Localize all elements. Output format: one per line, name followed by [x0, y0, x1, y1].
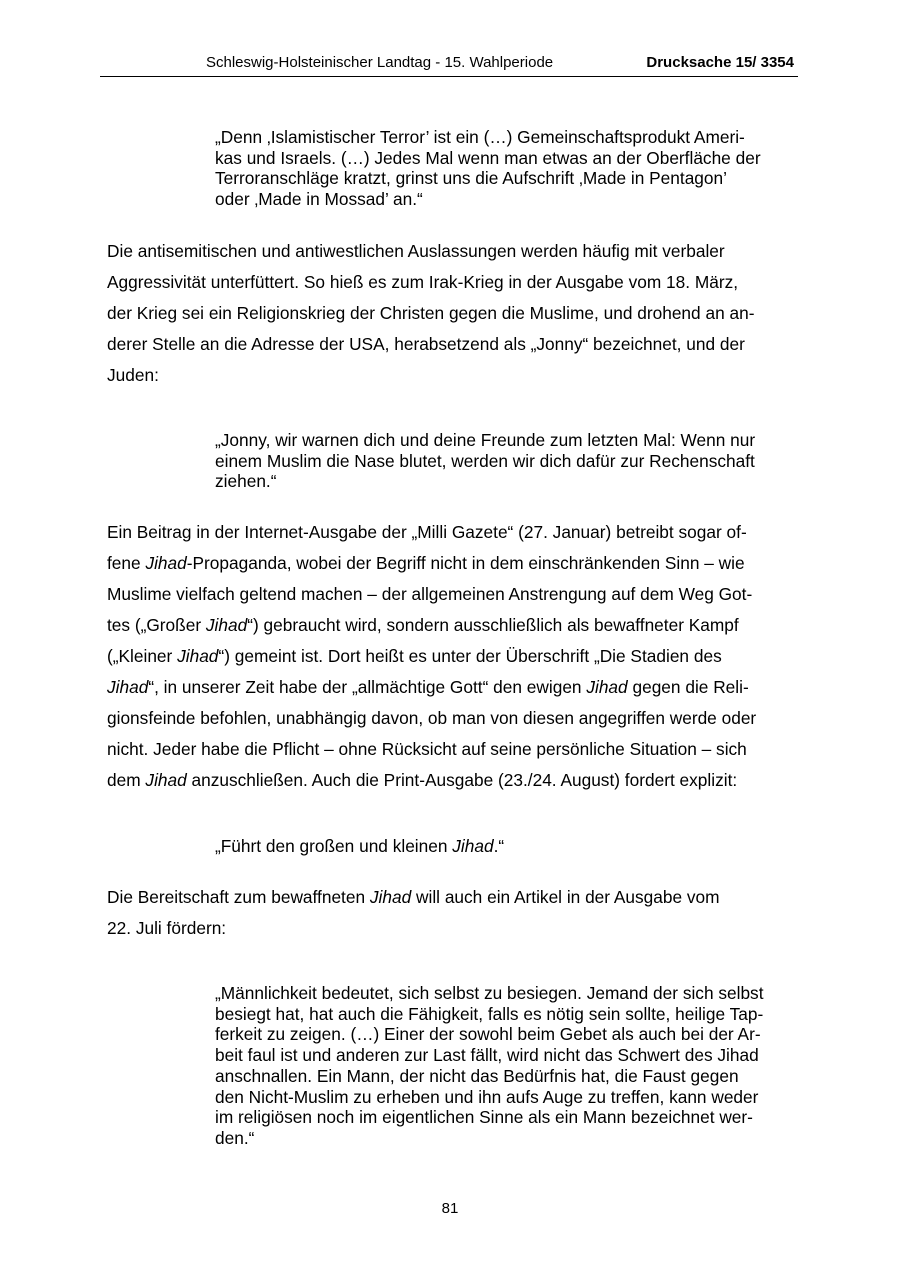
quote-line: anschnallen. Ein Mann, der nicht das Bedürfnis hat, die Faust gegen [215, 1065, 739, 1086]
paragraph-line: Juden: [107, 365, 159, 385]
jihad-term: Jihad [586, 677, 628, 697]
paragraph-line: Jihad“, in unserer Zeit habe der „allmächtige Gott“ den ewigen Jihad gegen die Reli- [107, 677, 749, 697]
quote-line: „Jonny, wir warnen dich und deine Freunde zum letzten Mal: Wenn nur [215, 430, 756, 450]
paragraph-line: Aggressivität unterfüttert. So hieß es zum Irak-Krieg in der Ausgabe vom 18. März, [107, 272, 739, 292]
paragraph-line: Muslime vielfach geltend machen – der allgemeinen Anstrengung auf dem Weg Got- [107, 584, 753, 604]
block-quote-2 [215, 430, 795, 492]
jihad-term: Jihad [145, 770, 187, 790]
quote-line: oder ‚Made in Mossad’ an.“ [215, 189, 423, 210]
paragraph-line: fene Jihad-Propaganda, wobei der Begriff nicht in dem einschränkenden Sinn – wie [107, 553, 745, 573]
page-header [100, 52, 798, 77]
quote-line: ferkeit zu zeigen. (…) Einer der sowohl beim Gebet als auch bei der Ar- [215, 1024, 761, 1045]
quote-line: beit faul ist und anderen zur Last fällt, wird nicht das Schwert des Jihad [215, 1045, 759, 1066]
quote-line: „Männlichkeit bedeutet, sich selbst zu besiegen. Jemand der sich selbst [215, 983, 764, 1003]
jihad-term: Jihad [145, 553, 187, 573]
page-number: 81 [441, 1200, 459, 1217]
paragraph-line: dem Jihad anzuschließen. Auch die Print-Ausgabe (23./24. August) fordert explizit: [107, 770, 738, 790]
paragraph-line: Die Bereitschaft zum bewaffneten Jihad will auch ein Artikel in der Ausgabe vom [107, 887, 720, 907]
quote-line: ziehen.“ [215, 471, 277, 492]
quote-line: den.“ [215, 1127, 255, 1148]
paragraph-2 [107, 517, 791, 796]
quote-line: im religiösen noch im eigentlichen Sinne als ein Mann bezeichnet wer- [215, 1107, 753, 1128]
quote-line: „Führt den großen und kleinen Jihad.“ [215, 836, 505, 856]
paragraph-line: gionsfeinde befohlen, unabhängig davon, ob man von diesen angegriffen werde oder [107, 708, 757, 728]
quote-line: den Nicht-Muslim zu erheben und ihn aufs Auge zu treffen, kann weder [215, 1086, 759, 1107]
quote-line: einem Muslim die Nase blutet, werden wir dich dafür zur Rechenschaft [215, 450, 755, 471]
document-number: Drucksache 15/ 3354 [646, 54, 794, 71]
paragraph-line: Ein Beitrag in der Internet-Ausgabe der „Milli Gazete“ (27. Januar) betreibt sogar of- [107, 522, 747, 542]
jihad-term: Jihad [369, 887, 412, 907]
jihad-term: Jihad [452, 836, 494, 856]
jihad-term: Jihad [205, 615, 248, 635]
jihad-term: Jihad [177, 646, 219, 666]
block-quote-3 [215, 836, 795, 857]
paragraph-line: Die antisemitischen und antiwestlichen Auslassungen werden häufig mit verbaler [107, 241, 725, 261]
quote-line: besiegt hat, hat auch die Fähigkeit, falls es nötig sein sollte, heilige Tap- [215, 1003, 764, 1024]
paragraph-line: der Krieg sei ein Religionskrieg der Christen gegen die Muslime, und drohend an an- [107, 303, 755, 323]
header-title: Schleswig-Holsteinischer Landtag - 15. Wahlperiode [206, 54, 554, 71]
quote-line: „Denn ‚Islamistischer Terror’ ist ein (…) Gemeinschaftsprodukt Ameri- [215, 127, 745, 147]
paragraph-line: derer Stelle an die Adresse der USA, herabsetzend als „Jonny“ bezeichnet, und der [107, 334, 745, 354]
paragraph-line: nicht. Jeder habe die Pflicht – ohne Rücksicht auf seine persönliche Situation – sich [107, 739, 747, 759]
quote-line: kas und Israels. (…) Jedes Mal wenn man etwas an der Oberfläche der [215, 147, 761, 168]
block-quote-4 [215, 983, 795, 1149]
paragraph-line: („Kleiner Jihad“) gemeint ist. Dort heißt es unter der Überschrift „Die Stadien des [107, 646, 722, 666]
paragraph-line: 22. Juli fördern: [107, 918, 227, 938]
paragraph-1 [107, 236, 791, 391]
paragraph-line: tes („Großer Jihad“) gebraucht wird, sondern ausschließlich als bewaffneter Kampf [107, 615, 739, 635]
block-quote-1 [215, 127, 795, 210]
paragraph-3 [107, 882, 791, 944]
quote-line: Terroranschläge kratzt, grinst uns die Aufschrift ‚Made in Pentagon’ [215, 168, 727, 189]
jihad-term: Jihad [107, 677, 149, 697]
